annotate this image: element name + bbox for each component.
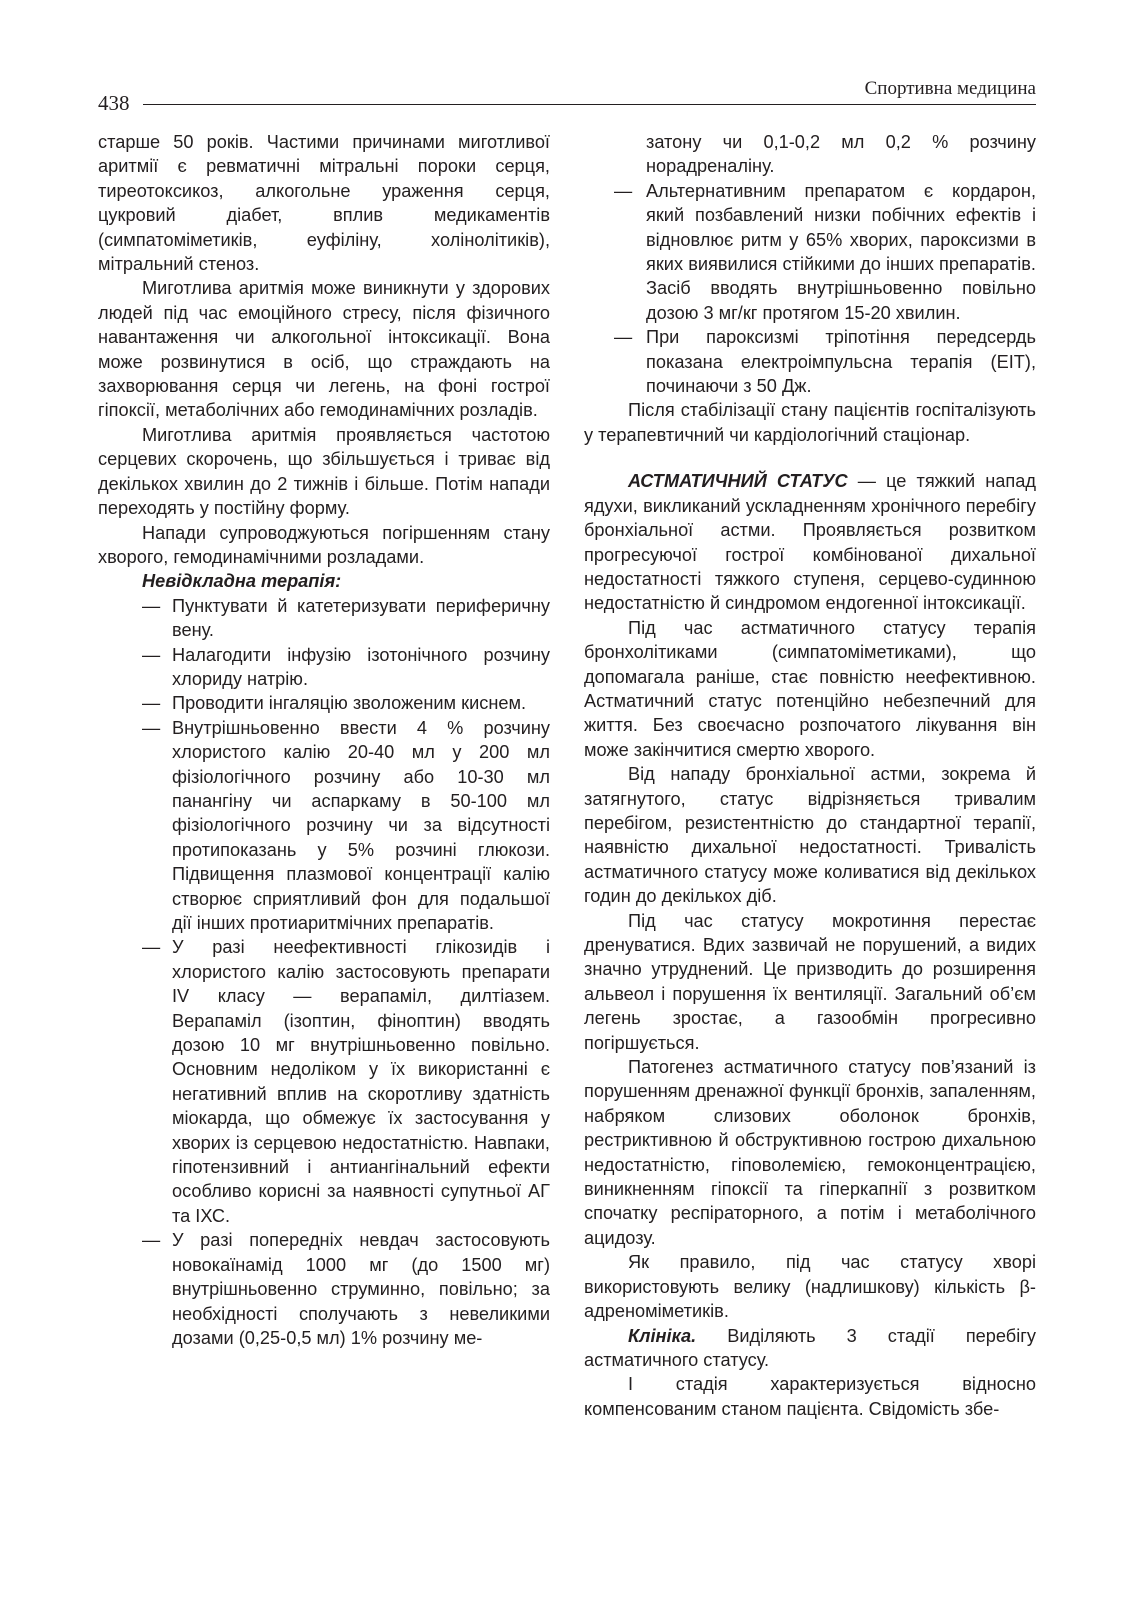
paragraph: Як правило, під час статусу хворі використовують велику (надлишкову) кількість β-адреноміметиків. <box>584 1252 1036 1322</box>
paragraph: Миготлива аритмія може виникнути у здорових людей під час емоційного стресу, після фізичного навантаження чи алкогольної інтоксикації. Вона може розвинутися в осіб, що страждають на захворювання серця чи легень, на фоні гострої гіпоксії, метаболічних або гемодинамічних розладів. <box>98 278 550 421</box>
paragraph: старше 50 років. Частими причинами миготливої аритмії є ревматичні мітральні пороки серця, тиреотоксикоз, алкогольне ураження серця, цукровий діабет, вплив медикаментів (симпатоміметиків, еуфіліну, холінолітиків), мітральний стеноз. <box>98 132 550 275</box>
emergency-therapy-heading: Невідкладна терапія: <box>142 571 342 592</box>
paragraph: Миготлива аритмія проявляється частотою серцевих скорочень, що збільшується і триває від декількох хвилин до 2 тижнів і більше. Потім напади переходять у постійну форму. <box>98 424 550 519</box>
paragraph: Під час статусу мокротиння перестає дренуватися. Вдих зазвичай не порушений, а видих значно утруднений. Це призводить до розширення альвеол і порушення їх вентиляції. Загальний об’єм легень зростає, а газообмін прогресивно погіршується. <box>584 910 1036 1053</box>
clinic-text: Виділяють 3 стадії перебігу астматичного статусу. <box>584 1325 1036 1370</box>
right-column <box>584 130 1036 1421</box>
therapy-list-continued <box>584 130 1036 398</box>
running-title: Спортивна медицина <box>864 78 1036 99</box>
list-item: — У разі попередніх невдач застосовують новокаїнамід 1000 мг (до 1500 мг) внутрішньовенно струминно, повільно; за необхідності сполучають з невеликими дозами (0,25-0,5 мл) 1% розчину ме- <box>98 1228 550 1350</box>
header-rule <box>143 104 1036 105</box>
list-item: — Внутрішньовенно ввести 4 % розчину хлористого калію 20-40 мл у 200 мл фізіологічного розчину або 10-30 мл панангіну чи аспаркаму в 50-100 мл фізіологічного розчину чи за відсутності протипоказань у 5% розчині глюкози. Підвищення плазмової концентрації калію створює сприятливий фон для подальшої дії інших протиаритмічних препаратів. <box>98 716 550 936</box>
paragraph: Після стабілізації стану пацієнтів госпіталізують у терапевтичний чи кардіологічний стаціонар. <box>584 400 1036 445</box>
page-number: 438 <box>98 91 130 115</box>
clinic-term: Клініка. <box>628 1325 697 1346</box>
asthmatic-status-term: АСТМАТИЧНИЙ СТАТУС <box>628 471 848 492</box>
list-item: — Альтернативним препаратом є кордарон, який позбавлений низки побічних ефектів і відновлює ритм у 65% хворих, пароксизми в яких виявилися стійкими до інших препаратів. Засіб вводять внутрішньовенно повільно дозою 3 мг/кг протягом 15-20 хвилин. <box>584 179 1036 325</box>
list-item: — У разі неефективності глікозидів і хлористого калію застосовують препарати IV класу — верапаміл, дилтіазем. Верапаміл (ізоптин, фіноптин) вводять дозою 10 мг внутрішньовенно повільно. Основним недоліком у їх використанні є негативний вплив на скоротливу здатність міокарда, що обмежує їх застосування у хворих із серцевою недостатністю. Навпаки, гіпотензивний і антиангінальний ефекти особливо корисні за наявності супутньої АГ та ІХС. <box>98 935 550 1228</box>
paragraph: Напади супроводжуються погіршенням стану хворого, гемодинамічними розладами. <box>98 522 550 567</box>
list-item: затону чи 0,1-0,2 мл 0,2 % розчину норадреналіну. <box>646 132 1036 177</box>
left-column <box>98 130 550 1350</box>
paragraph: Від нападу бронхіальної астми, зокрема й затягнутого, статус відрізняється тривалим перебігом, резистентністю до стандартної терапії, наявністю дихальної недостатності. Тривалість астматичного статусу може коливатися від декількох годин до декількох діб. <box>584 764 1036 907</box>
list-item: — Налагодити інфузію ізотонічного розчину хлориду натрію. <box>98 643 550 692</box>
paragraph: Під час астматичного статусу терапія бронхолітиками (симпатоміметиками), що допомагала раніше, стає повністю неефективною. Астматичний статус потенційно небезпечний для життя. Без своєчасно розпочатого лікування він може закінчитися смертю хворого. <box>584 617 1036 760</box>
paragraph: I стадія характеризується відносно компенсованим станом пацієнта. Свідомість збе- <box>584 1374 1036 1419</box>
clinic-paragraph <box>584 1324 1036 1373</box>
definition-text: — це тяжкий напад ядухи, викликаний ускладненням хронічного перебігу бронхіальної астми. Проявляється розвитком прогресуючої гострої комбінованої дихальної недостатності тяжкого ступеня, серцево-судинною недостатністю й синдромом ендогенної інтоксикації. <box>584 471 1037 614</box>
list-item: — Проводити інгаляцію зволоженим киснем. <box>98 691 550 715</box>
asthmatic-status-definition <box>584 469 1036 615</box>
therapy-list <box>98 594 550 1351</box>
list-item: — Пунктувати й катетеризувати периферичну вену. <box>98 594 550 643</box>
paragraph: Патогенез астматичного статусу пов’язаний із порушенням дренажної функції бронхів, запаленням, набряком слизових оболонок бронхів, рестриктивною й обструктивною гострою дихальною недостатністю, гіповолемією, гемоконцентрацією, виникненням гіпоксії та гіперкапнії з розвитком спочатку респіраторного, а потім і метаболічного ацидозу. <box>584 1057 1036 1248</box>
page-header <box>98 78 1036 115</box>
list-item: — При пароксизмі тріпотіння передсердь показана електроімпульсна терапія (ЕІТ), починаючи з 50 Дж. <box>584 325 1036 398</box>
